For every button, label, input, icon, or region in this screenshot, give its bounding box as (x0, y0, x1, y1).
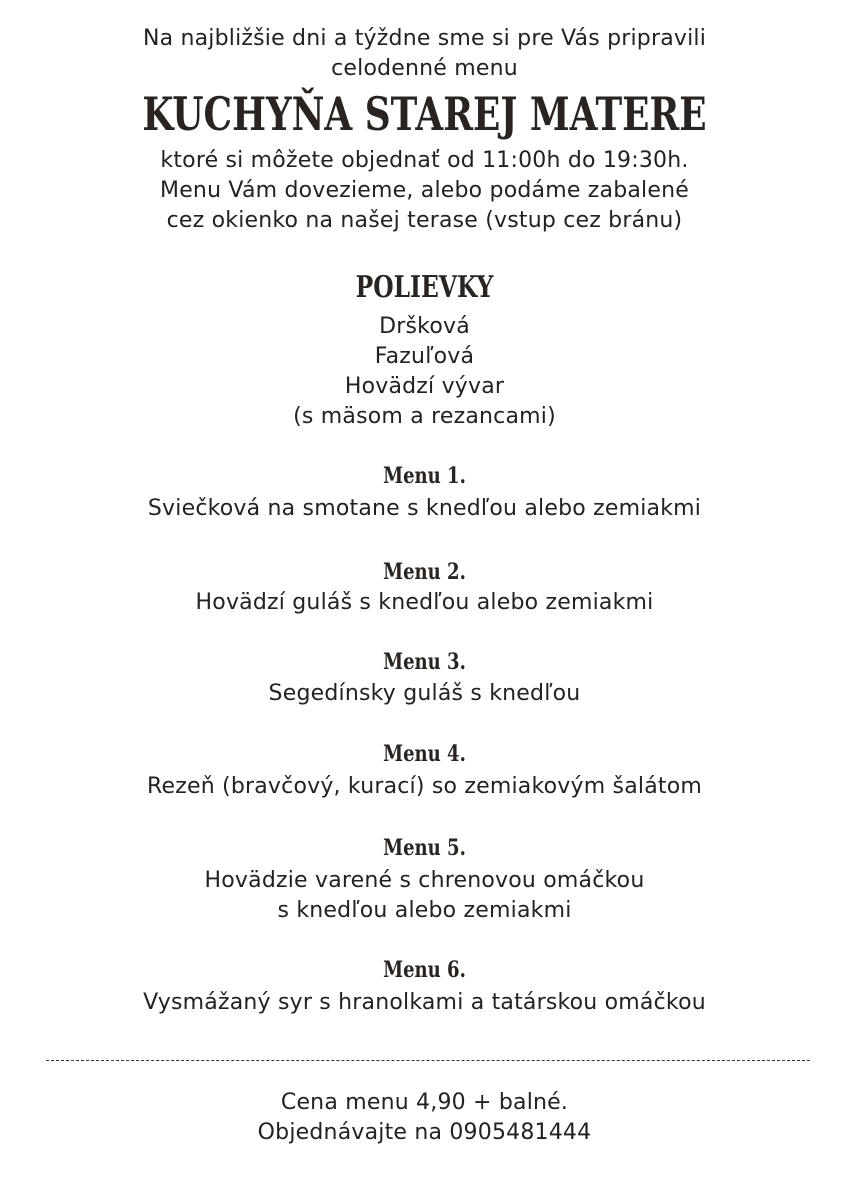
dashed-divider (46, 1060, 810, 1061)
menu-4-dish: Rezeň (bravčový, kurací) so zemiakovým šalátom (147, 774, 702, 799)
intro-line-5: cez okienko na našej terase (vstup cez bránu) (166, 208, 683, 233)
intro-line-3: ktoré si môžete objednať od 11:00h do 19:30h. (160, 148, 689, 173)
menu-2-dish: Hovädzí guláš s knedľou alebo zemiakmi (195, 590, 654, 615)
menu-4-label: Menu 4. (383, 741, 466, 767)
soups-heading: POLIEVKY (355, 270, 494, 305)
menu-1-label: Menu 1. (383, 463, 466, 489)
intro-line-2: celodenné menu (331, 56, 518, 81)
menu-3-label: Menu 3. (383, 649, 466, 675)
menu-6-dish: Vysmážaný syr s hranolkami a tatárskou omáčkou (143, 990, 706, 1015)
menu-2-label: Menu 2. (383, 559, 466, 585)
menu-3-dish: Segedínsky guláš s knedľou (268, 681, 581, 706)
soup-item: Dršková (379, 314, 470, 339)
soup-item: Fazuľová (374, 344, 475, 369)
soup-item-note: (s mäsom a rezancami) (293, 404, 556, 429)
page-title: KUCHYŇA STAREJ MATERE (142, 87, 707, 141)
intro-line-1: Na najbližšie dni a týždne sme si pre Vás pripravili (142, 26, 707, 51)
menu-5-dish: Hovädzie varené s chrenovou omáčkou (204, 868, 645, 893)
intro-line-4: Menu Vám dovezieme, alebo podáme zabalené (160, 178, 689, 203)
soup-item: Hovädzí vývar (344, 374, 505, 399)
menu-5-dish-cont: s knedľou alebo zemiakmi (277, 898, 572, 923)
menu-1-dish: Sviečková na smotane s knedľou alebo zemiakmi (147, 496, 702, 521)
price-line: Cena menu 4,90 + balné. (280, 1090, 569, 1115)
menu-6-label: Menu 6. (383, 957, 466, 983)
order-phone-line: Objednávajte na 0905481444 (257, 1120, 592, 1145)
menu-5-label: Menu 5. (383, 835, 466, 861)
